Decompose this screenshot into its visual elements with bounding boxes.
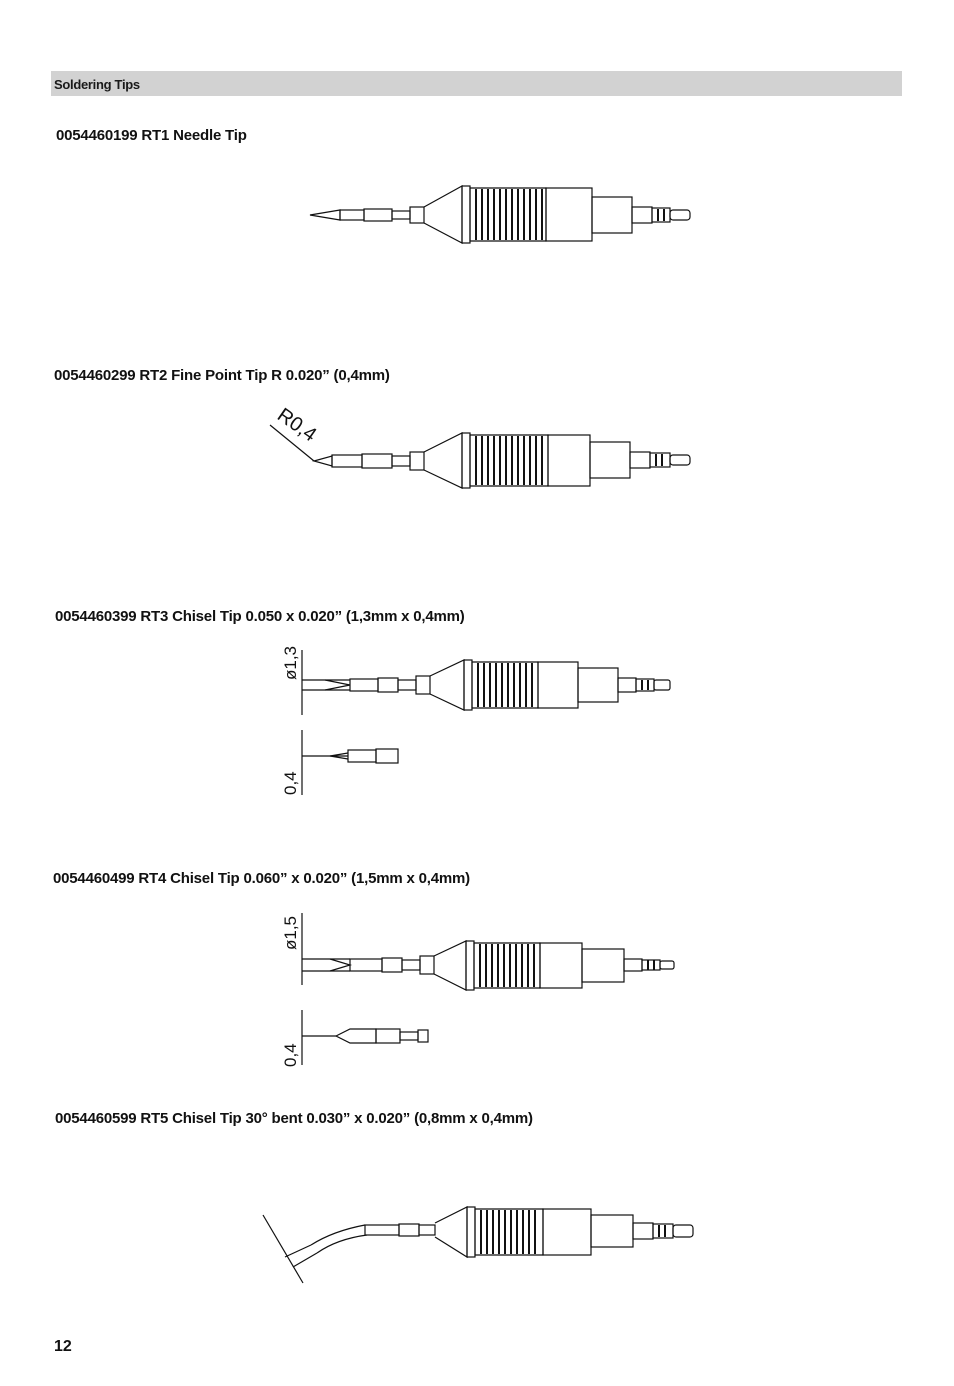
page-number: 12 (54, 1338, 72, 1355)
section-title: Soldering Tips (54, 77, 140, 92)
rt2-fine-point-tip-drawing (262, 398, 702, 493)
tip-title-rt1: 0054460199 RT1 Needle Tip (56, 127, 247, 144)
tip-title-rt2: 0054460299 RT2 Fine Point Tip R 0.020” (0,4mm) (54, 367, 390, 384)
rt1-needle-tip-drawing (300, 180, 700, 250)
rt5-bent-chisel-tip-drawing (255, 1195, 705, 1290)
section-header-bar (51, 71, 902, 96)
rt4-chisel-tip-drawing (280, 905, 680, 1070)
rt4-thickness-label: 0,4 (281, 1043, 300, 1067)
rt4-diameter-label: ø1,5 (281, 915, 300, 950)
tip-title-rt5: 0054460599 RT5 Chisel Tip 30° bent 0.030” x 0.020” (0,8mm x 0,4mm) (55, 1110, 533, 1127)
rt3-chisel-tip-drawing (280, 640, 680, 800)
rt3-thickness-label: 0,4 (281, 771, 300, 795)
rt2-radius-label: R0,4 (273, 404, 321, 447)
tip-title-rt3: 0054460399 RT3 Chisel Tip 0.050 x 0.020” (1,3mm x 0,4mm) (55, 608, 465, 625)
tip-title-rt4: 0054460499 RT4 Chisel Tip 0.060” x 0.020” (1,5mm x 0,4mm) (53, 870, 470, 887)
rt3-diameter-label: ø1,3 (281, 645, 300, 680)
